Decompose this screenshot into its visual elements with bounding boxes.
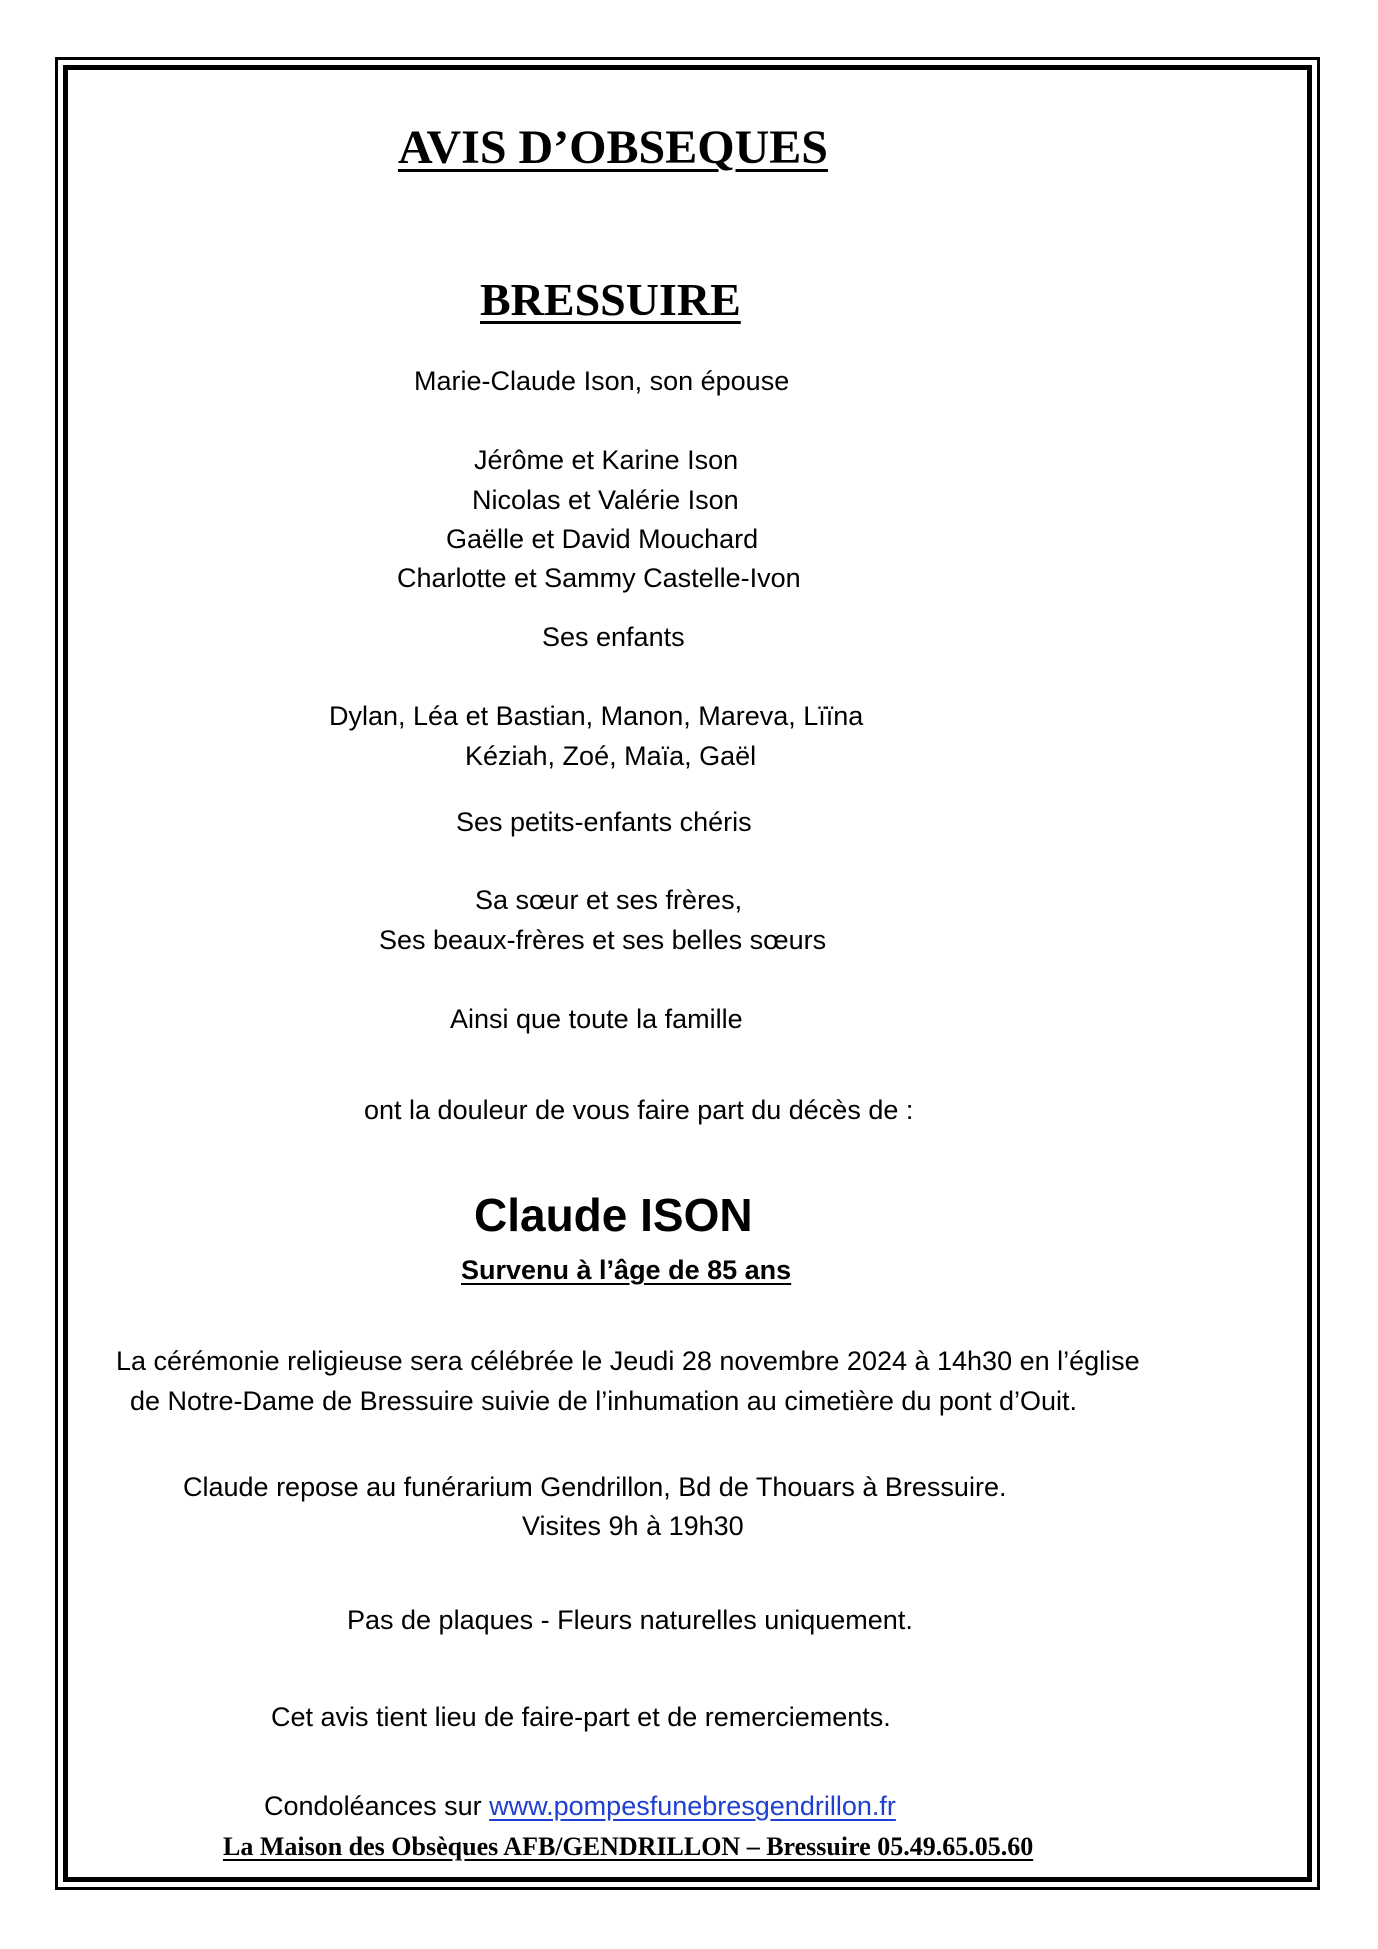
children-label: Ses enfants (542, 622, 685, 652)
announcement-line: ont la douleur de vous faire part du décès de : (364, 1095, 914, 1125)
grandchildren-line: Dylan, Léa et Bastian, Manon, Mareva, Lïïna (329, 701, 864, 731)
child-line: Jérôme et Karine Ison (474, 445, 739, 475)
closing-line: Cet avis tient lieu de faire-part et de remerciements. (271, 1702, 891, 1732)
deceased-name: Claude ISON (474, 1189, 753, 1241)
spouse-line: Marie-Claude Ison, son épouse (414, 366, 790, 396)
rest-place-line: Claude repose au funérarium Gendrillon, Bd de Thouars à Bressuire. (183, 1472, 1007, 1502)
grandchildren-line: Kéziah, Zoé, Maïa, Gaël (465, 741, 757, 771)
ceremony-line: La cérémonie religieuse sera célébrée le Jeudi 28 novembre 2024 à 14h30 en l’église (116, 1346, 1140, 1376)
town-heading: BRESSUIRE (480, 274, 741, 325)
grandchildren-label: Ses petits-enfants chéris (456, 807, 752, 837)
condolences-line (264, 1791, 896, 1822)
child-line: Charlotte et Sammy Castelle-Ivon (397, 563, 801, 593)
family-line: Ainsi que toute la famille (450, 1004, 743, 1034)
footer-line: La Maison des Obsèques AFB/GENDRILLON – Bressuire 05.49.65.05.60 (223, 1832, 1034, 1861)
visits-line: Visites 9h à 19h30 (522, 1511, 744, 1541)
flowers-line: Pas de plaques - Fleurs naturelles uniquement. (347, 1605, 913, 1635)
siblings-line: Ses beaux-frères et ses belles sœurs (379, 925, 827, 955)
notice-title: AVIS D’OBSEQUES (398, 121, 828, 174)
age-line: Survenu à l’âge de 85 ans (461, 1255, 792, 1285)
condolences-link[interactable]: www.pompesfunebresgendrillon.fr (489, 1791, 896, 1821)
child-line: Nicolas et Valérie Ison (472, 485, 739, 515)
ceremony-line: de Notre-Dame de Bressuire suivie de l’inhumation au cimetière du pont d’Ouit. (130, 1386, 1077, 1416)
condolences-prefix: Condoléances sur (264, 1791, 490, 1821)
child-line: Gaëlle et David Mouchard (446, 524, 759, 554)
siblings-line: Sa sœur et ses frères, (475, 885, 743, 915)
